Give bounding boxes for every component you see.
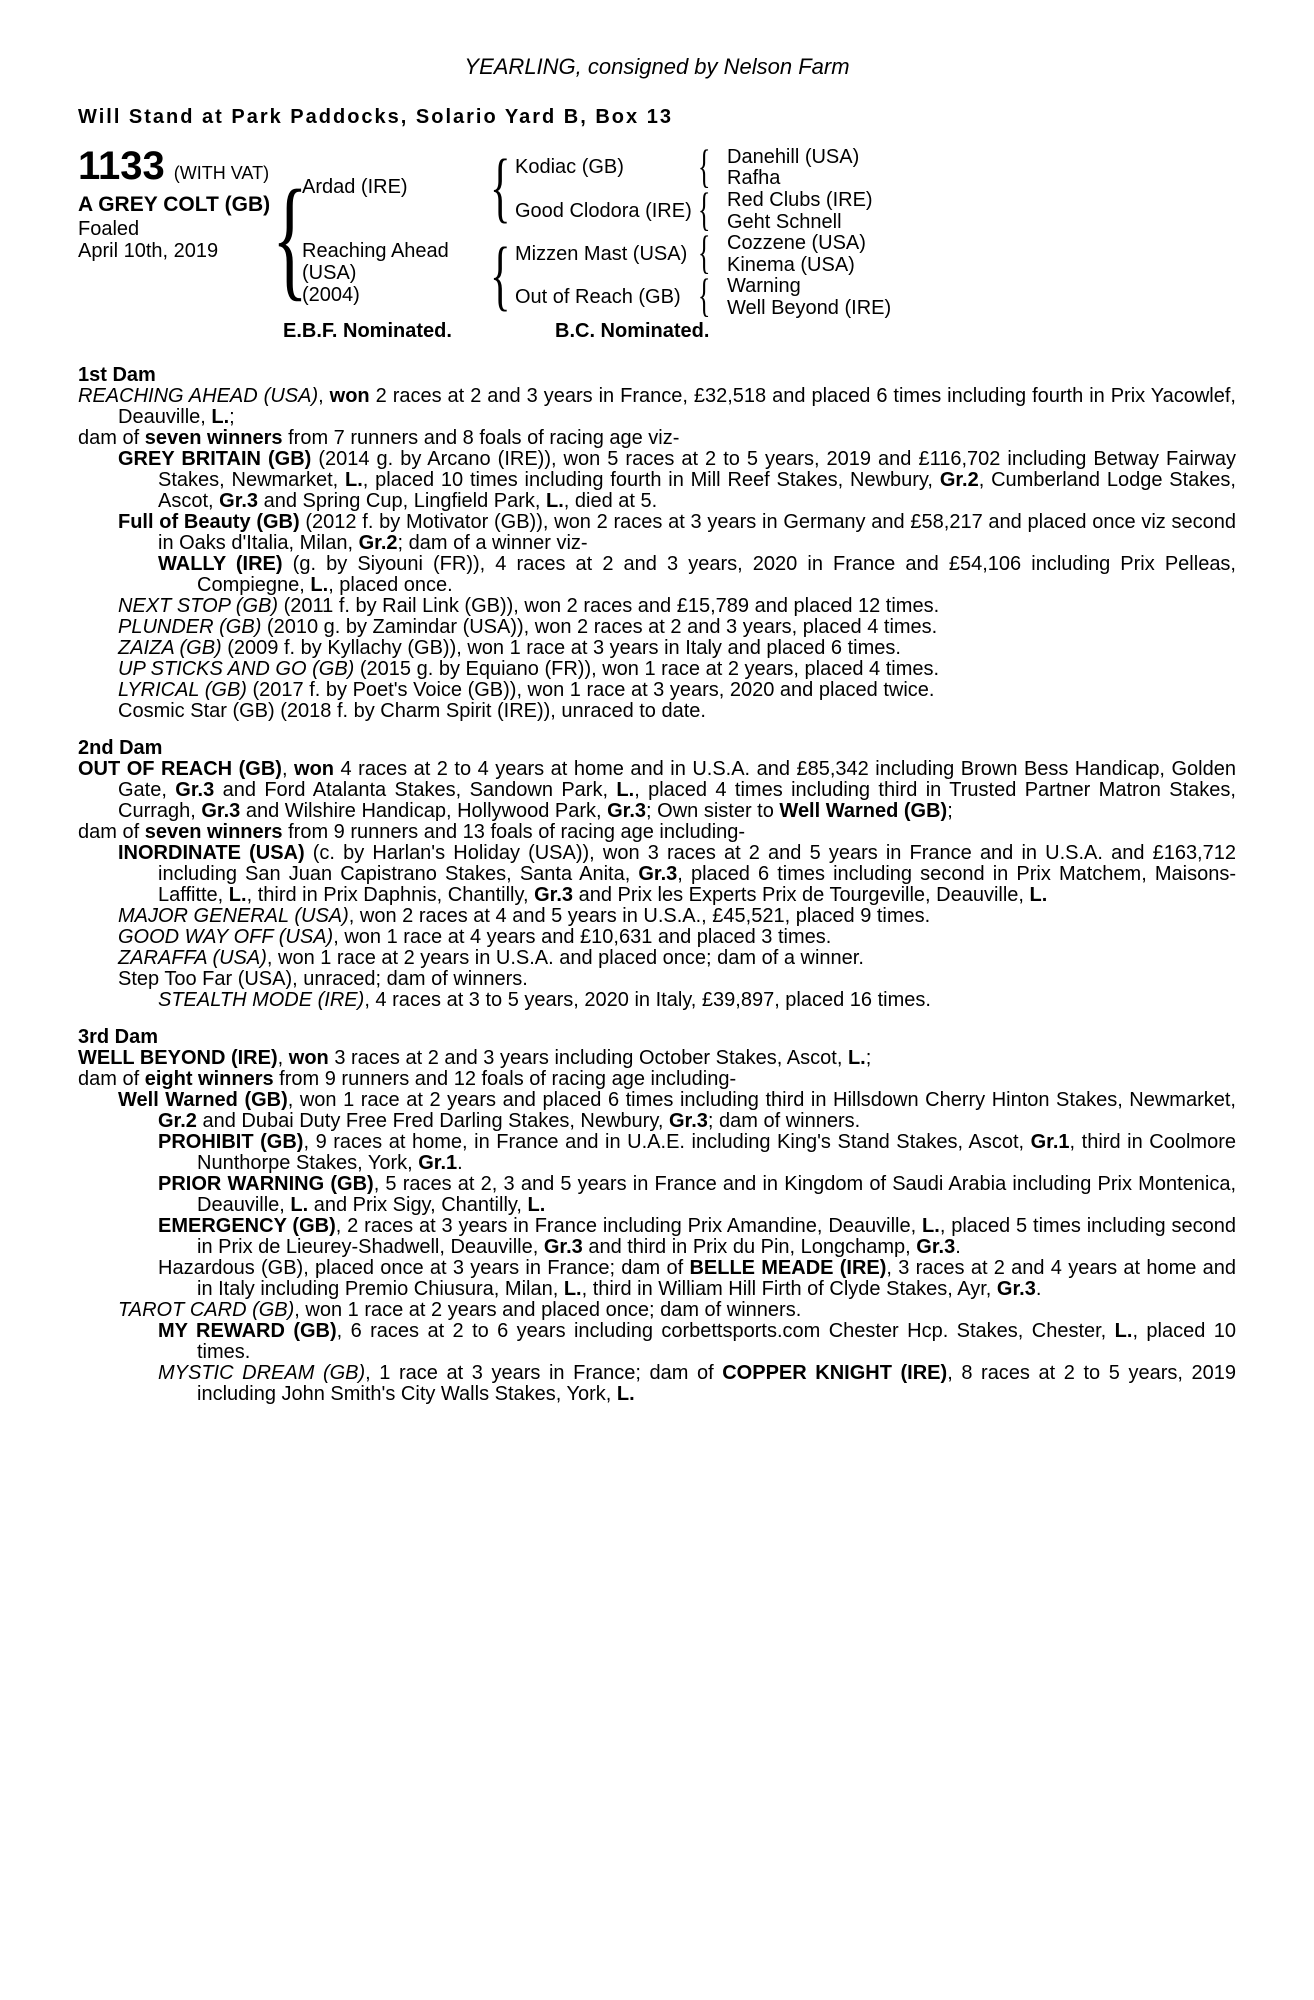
pedigree-brace-icon: { (272, 163, 308, 313)
pedigree-brace-icon: { (698, 270, 711, 322)
grandsire-name: Mizzen Mast (USA) (515, 243, 688, 265)
pedigree-entry-paragraph: dam of eight winners from 9 runners and 12 foals of racing age including- (78, 1068, 737, 1090)
dam-section (78, 364, 1236, 722)
pedigree-brace-icon: { (698, 141, 711, 193)
sire-name: Ardad (IRE) (302, 176, 408, 198)
pedigree-entry-paragraph: PLUNDER (GB) (2010 g. by Zamindar (USA)), won 2 races at 2 and 3 years, placed 4 times. (118, 616, 938, 638)
great-grandparent-name: Rafha (727, 167, 781, 189)
pedigree-entry-paragraph: STEALTH MODE (IRE), 4 races at 3 to 5 years, 2020 in Italy, £39,897, placed 16 times. (158, 989, 931, 1011)
grandsire-name: Kodiac (GB) (515, 156, 624, 178)
granddam-name: Out of Reach (GB) (515, 286, 681, 308)
foaled-label: Foaled (78, 218, 140, 240)
pedigree-entry-paragraph: WELL BEYOND (IRE), won 3 races at 2 and 3 years including October Stakes, Ascot, L.; (78, 1047, 872, 1069)
dam-name-line3: (2004) (302, 284, 360, 306)
great-grandparent-name: Geht Schnell (727, 211, 842, 233)
dam-section-heading: 2nd Dam (78, 737, 163, 759)
pedigree-entry-paragraph: MY REWARD (GB), 6 races at 2 to 6 years including corbettsports.com Chester Hcp. Stakes, Chester, L., placed 10 times. (158, 1320, 1236, 1363)
great-grandparent-name: Kinema (USA) (727, 254, 855, 276)
pedigree-entry-paragraph: PROHIBIT (GB), 9 races at home, in France and in U.A.E. including King's Stand Stakes, Ascot, Gr.1, third in Coolmore Nunthorpe Stakes, York, Gr.1. (158, 1131, 1236, 1174)
pedigree-brace-icon: { (698, 184, 711, 236)
pedigree-entry-paragraph: MYSTIC DREAM (GB), 1 race at 3 years in France; dam of COPPER KNIGHT (IRE), 8 races at 2 to 5 years, 2019 including John Smith's City Walls Stakes, York, L. (158, 1362, 1236, 1405)
bc-nomination: B.C. Nominated. (555, 320, 710, 342)
pedigree-entry-paragraph: WALLY (IRE) (g. by Siyouni (FR)), 4 races at 2 and 3 years, 2020 in France and £54,106 including Prix Pelleas, Compiegne, L., placed once. (158, 553, 1236, 596)
ebf-nomination: E.B.F. Nominated. (283, 320, 452, 342)
pedigree-table (78, 141, 1236, 346)
pedigree-entry-paragraph: INORDINATE (USA) (c. by Harlan's Holiday (USA)), won 3 races at 2 and 5 years in France and in U.S.A. and £163,712 including San Juan Capistrano Stakes, Santa Anita, Gr.3, placed 6 times including second in Prix Matchem, Maisons-Laffitte, L., third in Prix Daphnis, Chantilly, Gr.3 and Prix les Experts Prix de Tourgeville, Deauville, L. (118, 842, 1236, 906)
vat-note: (WITH VAT) (173, 163, 270, 183)
pedigree-entry-paragraph: GREY BRITAIN (GB) (2014 g. by Arcano (IRE)), won 5 races at 2 to 5 years, 2019 and £116,702 including Betway Fairway Stakes, Newmarket, L., placed 10 times including fourth in Mill Reef Stakes, Newbury, Gr.2, Cumberland Lodge Stakes, Ascot, Gr.3 and Spring Cup, Lingfield Park, L., died at 5. (118, 448, 1237, 512)
pedigree-entry-paragraph: ZAIZA (GB) (2009 f. by Kyllachy (GB)), won 1 race at 3 years in Italy and placed 6 times. (118, 637, 901, 659)
pedigree-entry-paragraph: REACHING AHEAD (USA), won 2 races at 2 and 3 years in France, £32,518 and placed 6 times including fourth in Prix Yacowlef, Deauville, L.; (78, 385, 1236, 428)
pedigree-brace-icon: { (698, 227, 711, 279)
pedigree-entry-paragraph: dam of seven winners from 7 runners and 8 foals of racing age viz- (78, 427, 680, 449)
dam-section (78, 1026, 1236, 1405)
dam-section-heading: 1st Dam (78, 364, 156, 386)
dam-name-line2: (USA) (302, 262, 357, 284)
pedigree-brace-icon: { (490, 143, 511, 230)
dam-sections (78, 364, 1236, 1405)
great-grandparent-name: Red Clubs (IRE) (727, 189, 873, 211)
great-grandparent-name: Warning (727, 275, 801, 297)
pedigree-brace-icon: { (490, 231, 511, 318)
pedigree-entry-paragraph: TAROT CARD (GB), won 1 race at 2 years and placed once; dam of winners. (118, 1299, 802, 1321)
dam-section-heading: 3rd Dam (78, 1026, 159, 1048)
lot-number: 1133 (78, 144, 165, 188)
dam-name-line1: Reaching Ahead (302, 240, 449, 262)
lot-description: A GREY COLT (GB) (78, 193, 271, 216)
pedigree-entry-paragraph: MAJOR GENERAL (USA), won 2 races at 4 and 5 years in U.S.A., £45,521, placed 9 times. (118, 905, 931, 927)
foaled-date: April 10th, 2019 (78, 240, 219, 262)
pedigree-entry-paragraph: PRIOR WARNING (GB), 5 races at 2, 3 and 5 years in France and in Kingdom of Saudi Arabia including Prix Montenica, Deauville, L. and Prix Sigy, Chantilly, L. (158, 1173, 1236, 1216)
dam-section (78, 737, 1236, 1011)
pedigree-entry-paragraph: EMERGENCY (GB), 2 races at 3 years in France including Prix Amandine, Deauville, L., placed 5 times including second in Prix de Lieurey-Shadwell, Deauville, Gr.3 and third in Prix du Pin, Longchamp, Gr.3. (158, 1215, 1237, 1258)
pedigree-entry-paragraph: UP STICKS AND GO (GB) (2015 g. by Equiano (FR)), won 1 race at 2 years, placed 4 times. (118, 658, 940, 680)
great-grandparent-name: Cozzene (USA) (727, 232, 866, 254)
pedigree-entry-paragraph: NEXT STOP (GB) (2011 f. by Rail Link (GB)), won 2 races and £15,789 and placed 12 times. (118, 595, 940, 617)
pedigree-entry-paragraph: ZARAFFA (USA), won 1 race at 2 years in U.S.A. and placed once; dam of a winner. (118, 947, 864, 969)
stand-location-line: Will Stand at Park Paddocks, Solario Yard B, Box 13 (78, 106, 673, 128)
pedigree-entry-paragraph: Step Too Far (USA), unraced; dam of winners. (118, 968, 528, 990)
pedigree-entry-paragraph: LYRICAL (GB) (2017 f. by Poet's Voice (GB)), won 1 race at 3 years, 2020 and placed twice. (118, 679, 935, 701)
pedigree-entry-paragraph: Full of Beauty (GB) (2012 f. by Motivator (GB)), won 2 races at 3 years in Germany and £58,217 and placed once viz second in Oaks d'Italia, Milan, Gr.2; dam of a winner viz- (118, 511, 1236, 554)
consignor-line: YEARLING, consigned by Nelson Farm (464, 54, 850, 79)
great-grandparent-name: Well Beyond (IRE) (727, 297, 892, 319)
pedigree-entry-paragraph: Cosmic Star (GB) (2018 f. by Charm Spirit (IRE)), unraced to date. (118, 700, 706, 722)
lot-row (78, 146, 269, 186)
pedigree-entry-paragraph: dam of seven winners from 9 runners and 13 foals of racing age including- (78, 821, 746, 843)
pedigree-entry-paragraph: OUT OF REACH (GB), won 4 races at 2 to 4 years at home and in U.S.A. and £85,342 including Brown Bess Handicap, Golden Gate, Gr.3 and Ford Atalanta Stakes, Sandown Park, L., placed 4 times including third in Trusted Partner Matron Stakes, Curragh, Gr.3 and Wilshire Handicap, Hollywood Park, Gr.3; Own sister to Well Warned (GB); (78, 758, 1236, 822)
pedigree-entry-paragraph: GOOD WAY OFF (USA), won 1 race at 4 years and £10,631 and placed 3 times. (118, 926, 832, 948)
granddam-name: Good Clodora (IRE) (515, 200, 692, 222)
pedigree-entry-paragraph: Hazardous (GB), placed once at 3 years in France; dam of BELLE MEADE (IRE), 3 races at 2 and 4 years at home and in Italy including Premio Chiusura, Milan, L., third in William Hill Firth of Clyde Stakes, Ayr, Gr.3. (158, 1257, 1236, 1300)
pedigree-entry-paragraph: Well Warned (GB), won 1 race at 2 years and placed 6 times including third in Hillsdown Cherry Hinton Stakes, Newmarket, Gr.2 and Dubai Duty Free Fred Darling Stakes, Newbury, Gr.3; dam of winners. (118, 1089, 1236, 1132)
great-grandparent-name: Danehill (USA) (727, 146, 860, 168)
